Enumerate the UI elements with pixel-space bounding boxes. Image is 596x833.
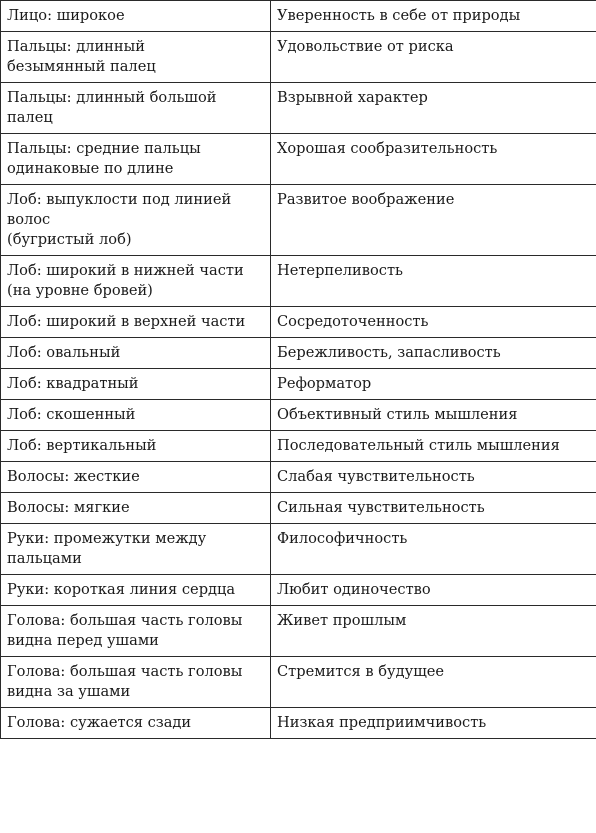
meaning-cell: Любит одиночество <box>271 575 596 606</box>
trait-cell: Лоб: квадратный <box>1 369 271 400</box>
traits-table-body <box>1 1 596 739</box>
meaning-cell: Бережливость, запасливость <box>271 338 596 369</box>
table-row <box>1 83 596 134</box>
meaning-cell: Нетерпеливость <box>271 256 596 307</box>
trait-cell: Волосы: жесткие <box>1 462 271 493</box>
table-row <box>1 524 596 575</box>
meaning-cell: Объективный стиль мышления <box>271 400 596 431</box>
meaning-cell: Стремится в будущее <box>271 657 596 708</box>
trait-cell: Голова: большая часть головы видна перед ушами <box>1 606 271 657</box>
meaning-cell: Уверенность в себе от природы <box>271 1 596 32</box>
meaning-cell: Последовательный стиль мышления <box>271 431 596 462</box>
meaning-cell: Развитое воображение <box>271 185 596 256</box>
meaning-cell: Удовольствие от риска <box>271 32 596 83</box>
trait-cell: Пальцы: длинный большой палец <box>1 83 271 134</box>
trait-cell: Лоб: вертикальный <box>1 431 271 462</box>
meaning-cell: Сильная чувствительность <box>271 493 596 524</box>
meaning-cell: Взрывной характер <box>271 83 596 134</box>
trait-cell: Лоб: широкий в верхней части <box>1 307 271 338</box>
trait-cell: Лоб: скошенный <box>1 400 271 431</box>
trait-cell: Голова: сужается сзади <box>1 708 271 739</box>
meaning-cell: Низкая предприимчивость <box>271 708 596 739</box>
trait-cell: Пальцы: длинный безымянный палец <box>1 32 271 83</box>
table-row <box>1 185 596 256</box>
table-row <box>1 431 596 462</box>
trait-cell: Лоб: выпуклости под линией волос (бугристый лоб) <box>1 185 271 256</box>
trait-cell: Лоб: овальный <box>1 338 271 369</box>
table-row <box>1 606 596 657</box>
table-row <box>1 369 596 400</box>
table-row <box>1 32 596 83</box>
table-row <box>1 134 596 185</box>
table-row <box>1 1 596 32</box>
trait-cell: Руки: короткая линия сердца <box>1 575 271 606</box>
table-row <box>1 493 596 524</box>
trait-cell: Голова: большая часть головы видна за ушами <box>1 657 271 708</box>
trait-cell: Лоб: широкий в нижней части (на уровне бровей) <box>1 256 271 307</box>
trait-cell: Пальцы: средние пальцы одинаковые по длине <box>1 134 271 185</box>
table-row <box>1 307 596 338</box>
meaning-cell: Философичность <box>271 524 596 575</box>
trait-cell: Волосы: мягкие <box>1 493 271 524</box>
table-row <box>1 400 596 431</box>
table-row <box>1 708 596 739</box>
meaning-cell: Слабая чувствительность <box>271 462 596 493</box>
trait-cell: Лицо: широкое <box>1 1 271 32</box>
table-row <box>1 575 596 606</box>
meaning-cell: Хорошая сообразительность <box>271 134 596 185</box>
meaning-cell: Реформатор <box>271 369 596 400</box>
trait-cell: Руки: промежутки между пальцами <box>1 524 271 575</box>
meaning-cell: Живет прошлым <box>271 606 596 657</box>
table-row <box>1 256 596 307</box>
table-row <box>1 657 596 708</box>
table-row <box>1 338 596 369</box>
table-row <box>1 462 596 493</box>
meaning-cell: Сосредоточенность <box>271 307 596 338</box>
